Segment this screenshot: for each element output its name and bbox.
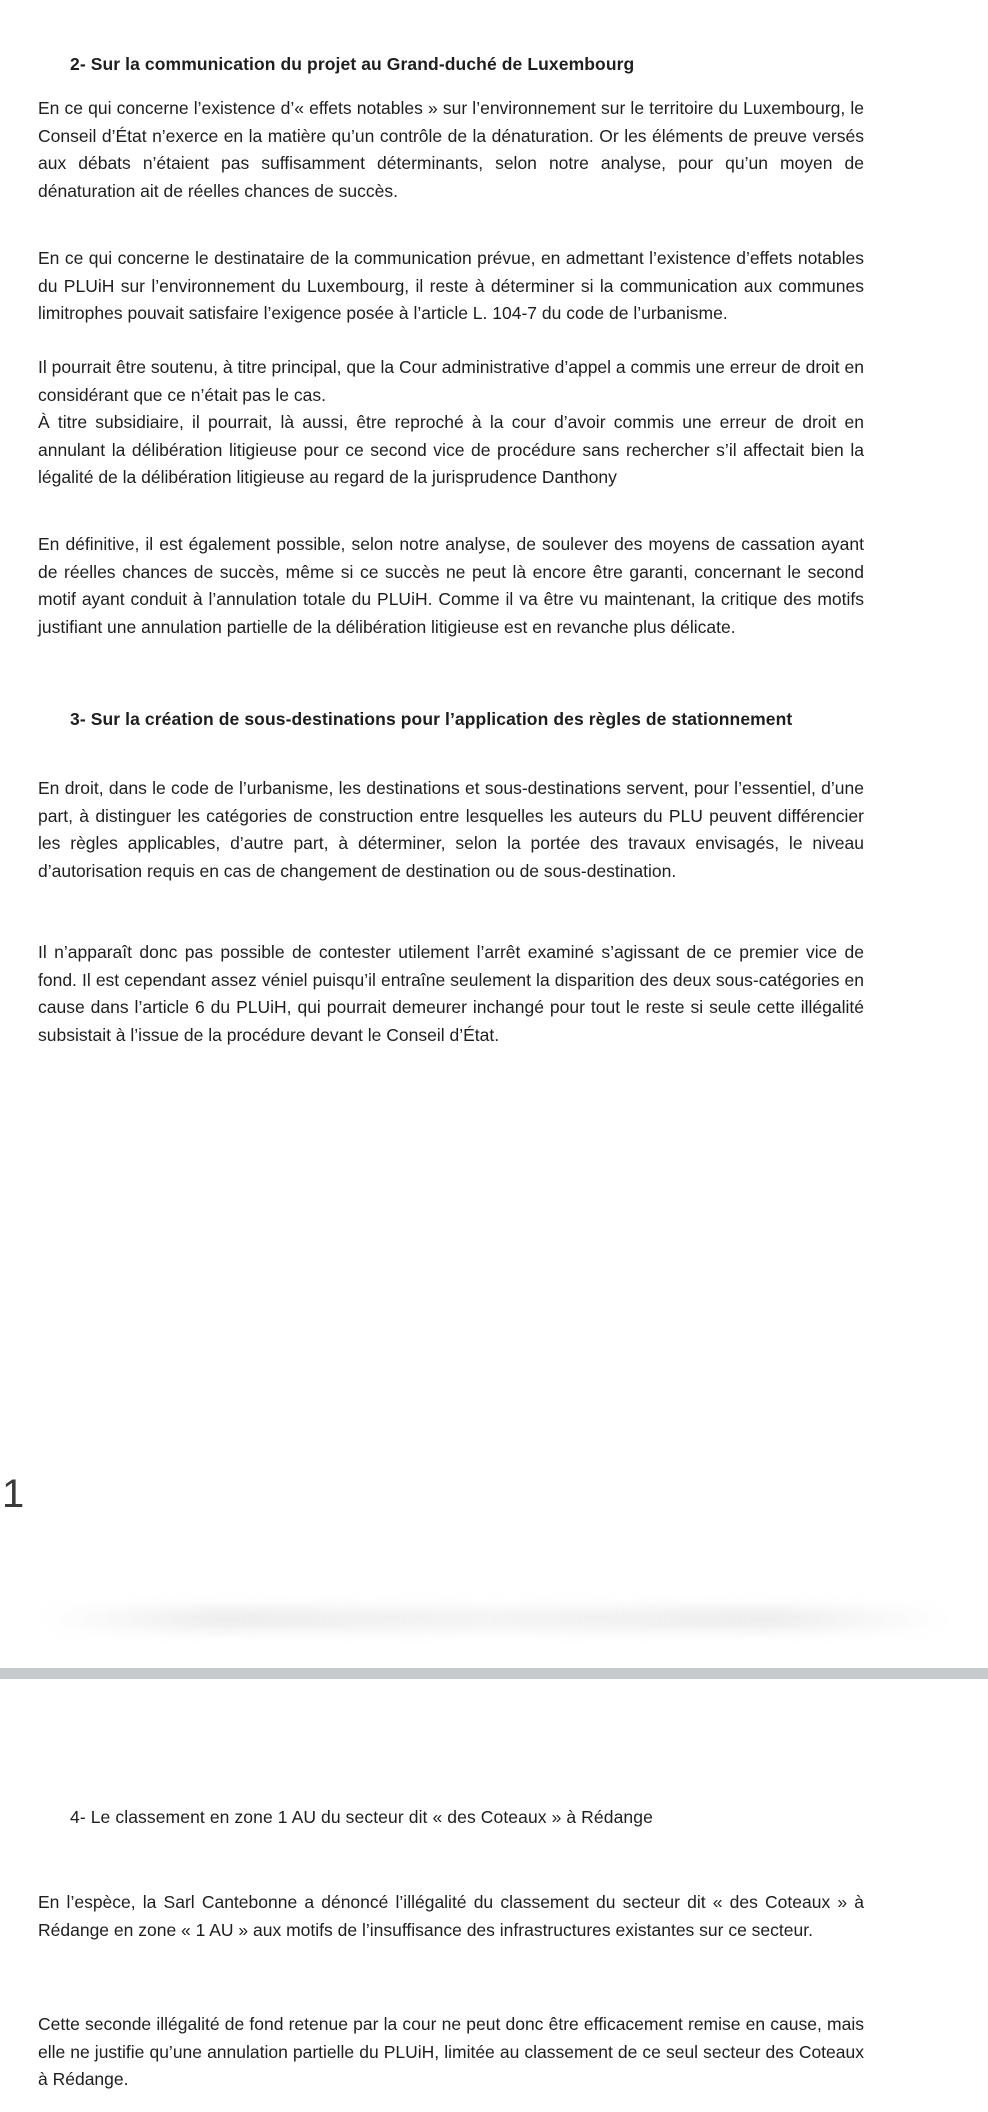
section-2-paragraph-4: À titre subsidiaire, il pourrait, là aussi, être reproché à la cour d’avoir commis une erreur de droit en annulant la délibération litigieuse pour ce second vice de procédure sans rechercher s’il affectait bien la légalité de la délibération litigieuse au regard de la jurisprudence Danthony — [38, 412, 864, 487]
section-2-heading: 2- Sur la communication du projet au Grand-duché de Luxembourg — [70, 54, 635, 74]
section-2-paragraph-2: En ce qui concerne le destinataire de la communication prévue, en admettant l’existence d’effets notables du PLUiH sur l’environnement du Luxembourg, il reste à déterminer si la communication aux communes limitrophes pouvait satisfaire l’exigence posée à l’article L. 104-7 du code de l’urbanisme. — [38, 248, 864, 323]
section-2-paragraph-1: En ce qui concerne l’existence d’« effets notables » sur l’environnement sur le territoire du Luxembourg, le Conseil d’État n’exerce en la matière qu’un contrôle de la dénaturation. Or les éléments de preuve versés aux débats n’étaient pas suffisamment déterminants, selon notre analyse, pour qu’un moyen de dénaturation ait de réelles chances de succès. — [38, 98, 864, 201]
page-number: 1 — [2, 1472, 25, 1516]
faded-footer-text — [40, 1607, 950, 1631]
section-4-heading: 4- Le classement en zone 1 AU du secteur dit « des Coteaux » à Rédange — [70, 1807, 653, 1827]
section-4-paragraph-1: En l’espèce, la Sarl Cantebonne a dénoncé l’illégalité du classement du secteur dit « des Coteaux » à Rédange en zone « 1 AU » aux motifs de l’insuffisance des infrastructures existantes sur ce secteur. — [38, 1892, 864, 1940]
section-4-paragraph-2: Cette seconde illégalité de fond retenue par la cour ne peut donc être efficacement remise en cause, mais elle ne justifie qu’une annulation partielle du PLUiH, limitée au classement de ce seul secteur des Coteaux à Rédange. — [38, 2014, 864, 2089]
section-3-heading: 3- Sur la création de sous-destinations pour l’application des règles de stationnement — [70, 709, 793, 729]
section-3-paragraph-2: Il n’apparaît donc pas possible de contester utilement l’arrêt examiné s’agissant de ce premier vice de fond. Il est cependant assez véniel puisqu’il entraîne seulement la disparition des deux sous-catégories en cause dans l’article 6 du PLUiH, qui pourrait demeurer inchangé pour tout le reste si seule cette illégalité subsistait à l’issue de la procédure devant le Conseil d’État. — [38, 942, 864, 1045]
section-3-paragraph-1: En droit, dans le code de l’urbanisme, les destinations et sous-destinations servent, pour l’essentiel, d’une part, à distinguer les catégories de construction entre lesquelles les auteurs du PLU peuvent différencier les règles applicables, d’autre part, à déterminer, selon la portée des travaux envisagés, le niveau d’autorisation requis en cas de changement de destination ou de sous-destination. — [38, 778, 864, 881]
section-2-paragraph-3: Il pourrait être soutenu, à titre principal, que la Cour administrative d’appel a commis une erreur de droit en considérant que ce n’était pas le cas. — [38, 357, 864, 405]
page-separator — [0, 1668, 988, 1679]
section-2-paragraph-5: En définitive, il est également possible, selon notre analyse, de soulever des moyens de cassation ayant de réelles chances de succès, même si ce succès ne peut là encore être garanti, concernant le second motif ayant conduit à l’annulation totale du PLUiH. Comme il va être vu maintenant, la critique des motifs justifiant une annulation partielle de la délibération litigieuse est en revanche plus délicate. — [38, 534, 864, 637]
